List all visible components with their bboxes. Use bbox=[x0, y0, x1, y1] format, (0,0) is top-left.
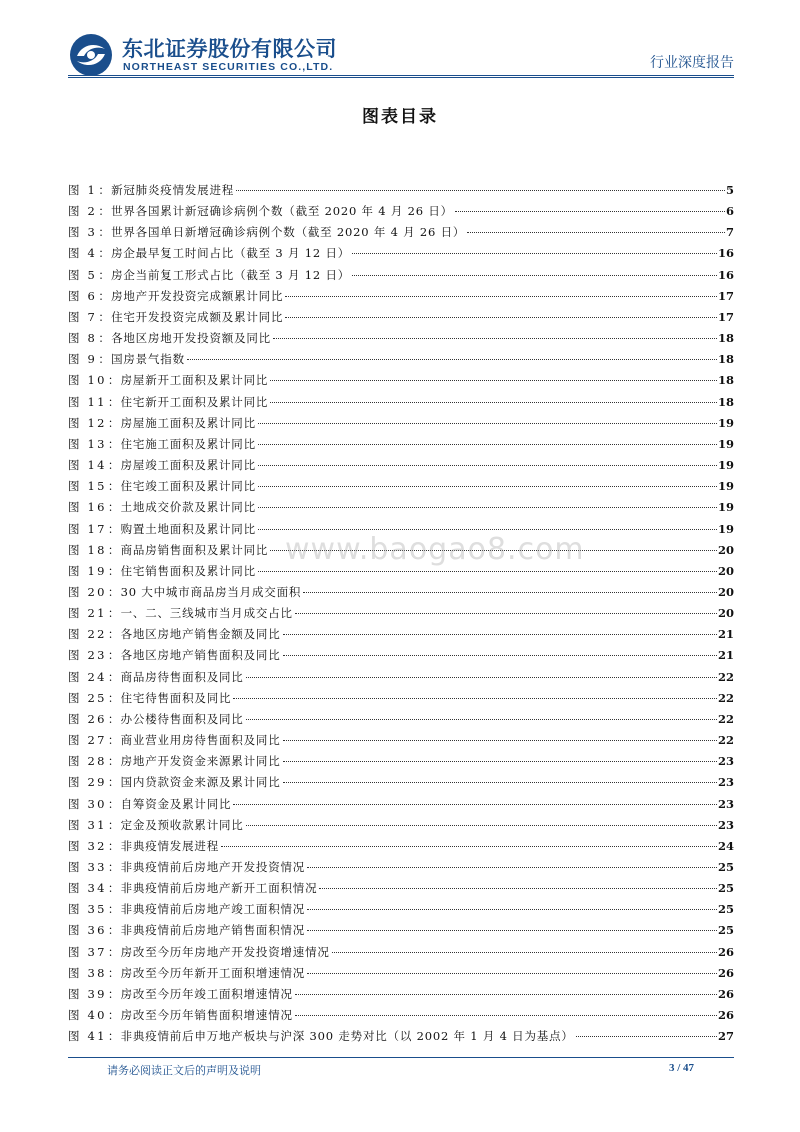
company-name-cn: 东北证券股份有限公司 bbox=[122, 37, 337, 61]
figure-page-number: 18 bbox=[717, 331, 734, 346]
figure-title: 世界各国单日新增冠确诊病例个数（截至 2020 年 4 月 26 日） bbox=[111, 225, 466, 240]
toc-entry[interactable] bbox=[68, 688, 734, 709]
figure-index-list bbox=[68, 180, 734, 1047]
page-title: 图表目录 bbox=[362, 107, 438, 127]
label-separator: ： bbox=[98, 183, 110, 197]
label-separator: ： bbox=[107, 373, 120, 388]
figure-label: 图 8 bbox=[68, 331, 98, 346]
label-separator: ： bbox=[98, 288, 110, 303]
figure-title: 住宅待售面积及同比 bbox=[120, 690, 232, 705]
dot-leader bbox=[258, 507, 717, 508]
figure-page-number: 19 bbox=[717, 415, 734, 430]
figure-page-number: 18 bbox=[717, 352, 734, 367]
figure-page-number: 6 bbox=[725, 204, 734, 219]
toc-entry[interactable] bbox=[68, 920, 734, 941]
figure-page-number: 26 bbox=[717, 965, 734, 980]
figure-page-number: 23 bbox=[717, 754, 734, 769]
toc-entry[interactable] bbox=[68, 476, 734, 497]
dot-leader bbox=[307, 909, 717, 910]
toc-entry[interactable] bbox=[68, 984, 734, 1005]
toc-entry[interactable] bbox=[68, 878, 734, 899]
figure-label: 图 41 bbox=[68, 1029, 107, 1044]
dot-leader bbox=[332, 952, 717, 953]
label-separator: ： bbox=[107, 584, 120, 599]
dot-leader bbox=[233, 698, 717, 699]
dot-leader bbox=[467, 232, 725, 233]
dot-leader bbox=[233, 804, 717, 805]
dot-leader bbox=[455, 211, 725, 212]
figure-label: 图 13 bbox=[68, 436, 107, 451]
figure-page-number: 7 bbox=[725, 225, 734, 240]
figure-label: 图 39 bbox=[68, 986, 107, 1001]
figure-page-number: 20 bbox=[717, 584, 734, 599]
label-separator: ： bbox=[107, 923, 120, 938]
dot-leader bbox=[295, 994, 717, 995]
dot-leader bbox=[295, 1015, 717, 1016]
figure-page-number: 20 bbox=[717, 563, 734, 578]
figure-title: 自筹资金及累计同比 bbox=[120, 796, 232, 811]
figure-page-number: 22 bbox=[717, 733, 734, 748]
figure-label: 图 30 bbox=[68, 796, 107, 811]
figure-title: 非典疫情前后申万地产板块与沪深 300 走势对比（以 2002 年 1 月 4 日为基点） bbox=[120, 1029, 574, 1044]
figure-title: 住宅新开工面积及累计同比 bbox=[120, 394, 269, 409]
disclaimer-note: 请务必阅读正文后的声明及说明 bbox=[107, 1064, 261, 1077]
toc-entry[interactable] bbox=[68, 180, 734, 201]
dot-leader bbox=[352, 275, 717, 276]
figure-label: 图 10 bbox=[68, 373, 107, 388]
dot-leader bbox=[236, 190, 725, 191]
dot-leader bbox=[283, 740, 717, 741]
dot-leader bbox=[273, 338, 717, 339]
figure-title: 房改至今历年新开工面积增速情况 bbox=[120, 965, 306, 980]
figure-title: 房企最早复工时间占比（截至 3 月 12 日） bbox=[111, 246, 351, 261]
figure-page-number: 17 bbox=[717, 288, 734, 303]
figure-label: 图 28 bbox=[68, 754, 107, 769]
figure-label: 图 31 bbox=[68, 817, 107, 832]
figure-title: 商品房销售面积及累计同比 bbox=[120, 542, 269, 557]
label-separator: ： bbox=[107, 648, 120, 663]
dot-leader bbox=[285, 296, 717, 297]
figure-label: 图 3 bbox=[68, 225, 98, 240]
figure-page-number: 16 bbox=[717, 267, 734, 282]
figure-title: 各地区房地产销售面积及同比 bbox=[120, 648, 281, 663]
figure-page-number: 23 bbox=[717, 796, 734, 811]
figure-page-number: 27 bbox=[717, 1029, 734, 1044]
figure-page-number: 25 bbox=[717, 923, 734, 938]
dot-leader bbox=[187, 359, 717, 360]
dot-leader bbox=[295, 613, 717, 614]
figure-label: 图 16 bbox=[68, 500, 107, 515]
figure-page-number: 21 bbox=[717, 627, 734, 642]
figure-title: 非典疫情前后房地产销售面积情况 bbox=[120, 923, 306, 938]
figure-title: 商业营业用房待售面积及同比 bbox=[120, 733, 281, 748]
toc-entry[interactable] bbox=[68, 392, 734, 413]
figure-page-number: 5 bbox=[725, 183, 734, 197]
figure-label: 图 32 bbox=[68, 838, 107, 853]
figure-label: 图 14 bbox=[68, 458, 107, 473]
figure-page-number: 17 bbox=[717, 309, 734, 324]
toc-entry[interactable] bbox=[68, 222, 734, 243]
figure-label: 图 19 bbox=[68, 563, 107, 578]
label-separator: ： bbox=[107, 711, 120, 726]
dot-leader bbox=[270, 380, 717, 381]
toc-entry[interactable] bbox=[68, 730, 734, 751]
figure-label: 图 25 bbox=[68, 690, 107, 705]
toc-entry[interactable] bbox=[68, 899, 734, 920]
figure-page-number: 18 bbox=[717, 373, 734, 388]
report-type-label: 行业深度报告 bbox=[650, 55, 734, 71]
figure-label: 图 22 bbox=[68, 627, 107, 642]
figure-label: 图 24 bbox=[68, 669, 107, 684]
label-separator: ： bbox=[98, 267, 110, 282]
toc-entry[interactable] bbox=[68, 815, 734, 836]
toc-entry[interactable] bbox=[68, 286, 734, 307]
dot-leader bbox=[283, 655, 717, 656]
toc-entry[interactable] bbox=[68, 582, 734, 603]
figure-title: 房地产开发投资完成额累计同比 bbox=[111, 288, 284, 303]
toc-entry[interactable] bbox=[68, 328, 734, 349]
dot-leader bbox=[258, 444, 717, 445]
figure-page-number: 16 bbox=[717, 246, 734, 261]
page-number: 3 / 47 bbox=[668, 1062, 694, 1074]
figure-title: 非典疫情发展进程 bbox=[120, 838, 219, 853]
figure-title: 非典疫情前后房地产竣工面积情况 bbox=[120, 902, 306, 917]
toc-entry[interactable] bbox=[68, 751, 734, 772]
label-separator: ： bbox=[107, 415, 120, 430]
label-separator: ： bbox=[107, 733, 120, 748]
label-separator: ： bbox=[107, 479, 120, 494]
dot-leader bbox=[307, 867, 717, 868]
figure-title: 非典疫情前后房地产新开工面积情况 bbox=[120, 881, 318, 896]
figure-title: 房屋新开工面积及累计同比 bbox=[120, 373, 269, 388]
toc-entry[interactable] bbox=[68, 349, 734, 370]
figure-label: 图 2 bbox=[68, 204, 98, 219]
toc-entry[interactable] bbox=[68, 645, 734, 666]
toc-entry[interactable] bbox=[68, 624, 734, 645]
figure-page-number: 24 bbox=[717, 838, 734, 853]
label-separator: ： bbox=[107, 690, 120, 705]
label-separator: ： bbox=[107, 754, 120, 769]
figure-label: 图 4 bbox=[68, 246, 98, 261]
figure-label: 图 17 bbox=[68, 521, 107, 536]
figure-title: 房企当前复工形式占比（截至 3 月 12 日） bbox=[111, 267, 351, 282]
figure-page-number: 25 bbox=[717, 881, 734, 896]
figure-label: 图 5 bbox=[68, 267, 98, 282]
dot-leader bbox=[307, 973, 717, 974]
figure-title: 房改至今历年房地产开发投资增速情况 bbox=[120, 944, 330, 959]
label-separator: ： bbox=[107, 986, 120, 1001]
dot-leader bbox=[283, 761, 717, 762]
label-separator: ： bbox=[107, 458, 120, 473]
dot-leader bbox=[283, 782, 717, 783]
label-separator: ： bbox=[107, 775, 120, 790]
figure-page-number: 23 bbox=[717, 775, 734, 790]
figure-label: 图 7 bbox=[68, 309, 98, 324]
figure-title: 住宅销售面积及累计同比 bbox=[120, 563, 256, 578]
watermark: www.baogao8.com bbox=[285, 532, 585, 567]
toc-entry[interactable] bbox=[68, 603, 734, 624]
label-separator: ： bbox=[107, 627, 120, 642]
figure-label: 图 38 bbox=[68, 965, 107, 980]
figure-page-number: 22 bbox=[717, 690, 734, 705]
dot-leader bbox=[319, 888, 717, 889]
figure-title: 一、二、三线城市当月成交占比 bbox=[120, 606, 293, 621]
figure-title: 国内贷款资金来源及累计同比 bbox=[120, 775, 281, 790]
toc-entry[interactable] bbox=[68, 243, 734, 264]
toc-entry[interactable] bbox=[68, 307, 734, 328]
dot-leader bbox=[246, 677, 717, 678]
figure-title: 房屋竣工面积及累计同比 bbox=[120, 458, 256, 473]
toc-entry[interactable] bbox=[68, 455, 734, 476]
header-divider bbox=[68, 75, 734, 76]
toc-entry[interactable] bbox=[68, 1005, 734, 1026]
label-separator: ： bbox=[107, 796, 120, 811]
figure-title: 各地区房地开发投资额及同比 bbox=[111, 331, 271, 346]
toc-entry[interactable] bbox=[68, 413, 734, 434]
figure-label: 图 35 bbox=[68, 902, 107, 917]
figure-page-number: 22 bbox=[717, 669, 734, 684]
toc-entry[interactable] bbox=[68, 201, 734, 222]
toc-entry[interactable] bbox=[68, 857, 734, 878]
label-separator: ： bbox=[107, 902, 120, 917]
dot-leader bbox=[258, 486, 717, 487]
figure-label: 图 20 bbox=[68, 584, 107, 599]
toc-entry[interactable] bbox=[68, 942, 734, 963]
figure-label: 图 29 bbox=[68, 775, 107, 790]
toc-entry[interactable] bbox=[68, 265, 734, 286]
figure-title: 土地成交价款及累计同比 bbox=[120, 500, 256, 515]
toc-entry[interactable] bbox=[68, 370, 734, 391]
label-separator: ： bbox=[107, 436, 120, 451]
figure-label: 图 9 bbox=[68, 352, 98, 367]
figure-title: 住宅竣工面积及累计同比 bbox=[120, 479, 256, 494]
header-divider-secondary bbox=[68, 77, 734, 78]
figure-page-number: 19 bbox=[717, 500, 734, 515]
figure-label: 图 26 bbox=[68, 711, 107, 726]
figure-title: 房屋施工面积及累计同比 bbox=[120, 415, 256, 430]
figure-label: 图 12 bbox=[68, 415, 107, 430]
toc-entry[interactable] bbox=[68, 434, 734, 455]
figure-title: 世界各国累计新冠确诊病例个数（截至 2020 年 4 月 26 日） bbox=[111, 204, 453, 219]
label-separator: ： bbox=[107, 521, 120, 536]
figure-page-number: 22 bbox=[717, 711, 734, 726]
company-name-en: NORTHEAST SECURITIES CO.,LTD. bbox=[123, 61, 334, 73]
dot-leader bbox=[285, 317, 717, 318]
label-separator: ： bbox=[107, 606, 120, 621]
figure-page-number: 20 bbox=[717, 542, 734, 557]
label-separator: ： bbox=[98, 309, 110, 324]
label-separator: ： bbox=[98, 331, 110, 346]
dot-leader bbox=[352, 253, 717, 254]
label-separator: ： bbox=[107, 860, 120, 874]
label-separator: ： bbox=[98, 352, 110, 367]
label-separator: ： bbox=[107, 500, 120, 515]
label-separator: ： bbox=[107, 1029, 120, 1044]
figure-title: 办公楼待售面积及同比 bbox=[120, 711, 244, 726]
figure-title: 房改至今历年销售面积增速情况 bbox=[120, 1008, 293, 1023]
toc-entry[interactable] bbox=[68, 772, 734, 793]
page-header bbox=[68, 30, 734, 76]
figure-label: 图 36 bbox=[68, 923, 107, 938]
toc-entry[interactable] bbox=[68, 497, 734, 518]
figure-label: 图 15 bbox=[68, 479, 107, 494]
figure-label: 图 34 bbox=[68, 881, 107, 896]
dot-leader bbox=[303, 592, 717, 593]
label-separator: ： bbox=[107, 817, 120, 832]
dot-leader bbox=[270, 402, 717, 403]
label-separator: ： bbox=[107, 542, 120, 557]
toc-entry[interactable] bbox=[68, 963, 734, 984]
figure-title: 住宅开发投资完成额及累计同比 bbox=[111, 309, 284, 324]
company-logo-icon bbox=[68, 32, 114, 78]
dot-leader bbox=[258, 465, 717, 466]
dot-leader bbox=[307, 930, 717, 931]
figure-title: 新冠肺炎疫情发展进程 bbox=[111, 183, 235, 197]
figure-label: 图 33 bbox=[68, 860, 107, 874]
figure-page-number: 21 bbox=[717, 648, 734, 663]
figure-title: 房地产开发资金来源累计同比 bbox=[120, 754, 281, 769]
figure-page-number: 18 bbox=[717, 394, 734, 409]
figure-title: 非典疫情前后房地产开发投资情况 bbox=[120, 860, 306, 874]
figure-label: 图 1 bbox=[68, 183, 98, 197]
label-separator: ： bbox=[98, 204, 110, 219]
toc-entry[interactable] bbox=[68, 667, 734, 688]
dot-leader bbox=[283, 634, 717, 635]
label-separator: ： bbox=[107, 394, 120, 409]
label-separator: ： bbox=[107, 563, 120, 578]
toc-entry[interactable] bbox=[68, 709, 734, 730]
figure-label: 图 6 bbox=[68, 288, 98, 303]
figure-page-number: 19 bbox=[717, 479, 734, 494]
figure-page-number: 19 bbox=[717, 521, 734, 536]
footer-divider bbox=[68, 1057, 734, 1058]
label-separator: ： bbox=[107, 881, 120, 896]
figure-label: 图 23 bbox=[68, 648, 107, 663]
figure-label: 图 40 bbox=[68, 1008, 107, 1023]
label-separator: ： bbox=[98, 225, 110, 240]
figure-page-number: 26 bbox=[717, 944, 734, 959]
figure-title: 定金及预收款累计同比 bbox=[120, 817, 244, 832]
figure-title: 30 大中城市商品房当月成交面积 bbox=[120, 584, 302, 599]
figure-label: 图 18 bbox=[68, 542, 107, 557]
label-separator: ： bbox=[98, 246, 110, 261]
figure-title: 房改至今历年竣工面积增速情况 bbox=[120, 986, 293, 1001]
figure-title: 购置土地面积及累计同比 bbox=[120, 521, 256, 536]
figure-page-number: 26 bbox=[717, 986, 734, 1001]
figure-page-number: 19 bbox=[717, 436, 734, 451]
figure-label: 图 21 bbox=[68, 606, 107, 621]
figure-title: 商品房待售面积及同比 bbox=[120, 669, 244, 684]
label-separator: ： bbox=[107, 669, 120, 684]
figure-page-number: 19 bbox=[717, 458, 734, 473]
label-separator: ： bbox=[107, 1008, 120, 1023]
figure-title: 住宅施工面积及累计同比 bbox=[120, 436, 256, 451]
figure-page-number: 20 bbox=[717, 606, 734, 621]
dot-leader bbox=[258, 423, 717, 424]
figure-label: 图 11 bbox=[68, 394, 107, 409]
label-separator: ： bbox=[107, 838, 120, 853]
dot-leader bbox=[221, 846, 717, 847]
figure-page-number: 25 bbox=[717, 860, 734, 874]
figure-label: 图 27 bbox=[68, 733, 107, 748]
toc-entry[interactable] bbox=[68, 1026, 734, 1047]
label-separator: ： bbox=[107, 944, 120, 959]
toc-entry[interactable] bbox=[68, 836, 734, 857]
dot-leader bbox=[246, 719, 717, 720]
toc-entry[interactable] bbox=[68, 794, 734, 815]
dot-leader bbox=[246, 825, 717, 826]
dot-leader bbox=[258, 529, 717, 530]
figure-page-number: 26 bbox=[717, 1008, 734, 1023]
figure-label: 图 37 bbox=[68, 944, 107, 959]
figure-page-number: 25 bbox=[717, 902, 734, 917]
figure-title: 国房景气指数 bbox=[111, 352, 185, 367]
label-separator: ： bbox=[107, 965, 120, 980]
figure-page-number: 23 bbox=[717, 817, 734, 832]
dot-leader bbox=[258, 571, 717, 572]
figure-title: 各地区房地产销售金额及同比 bbox=[120, 627, 281, 642]
dot-leader bbox=[576, 1036, 717, 1037]
